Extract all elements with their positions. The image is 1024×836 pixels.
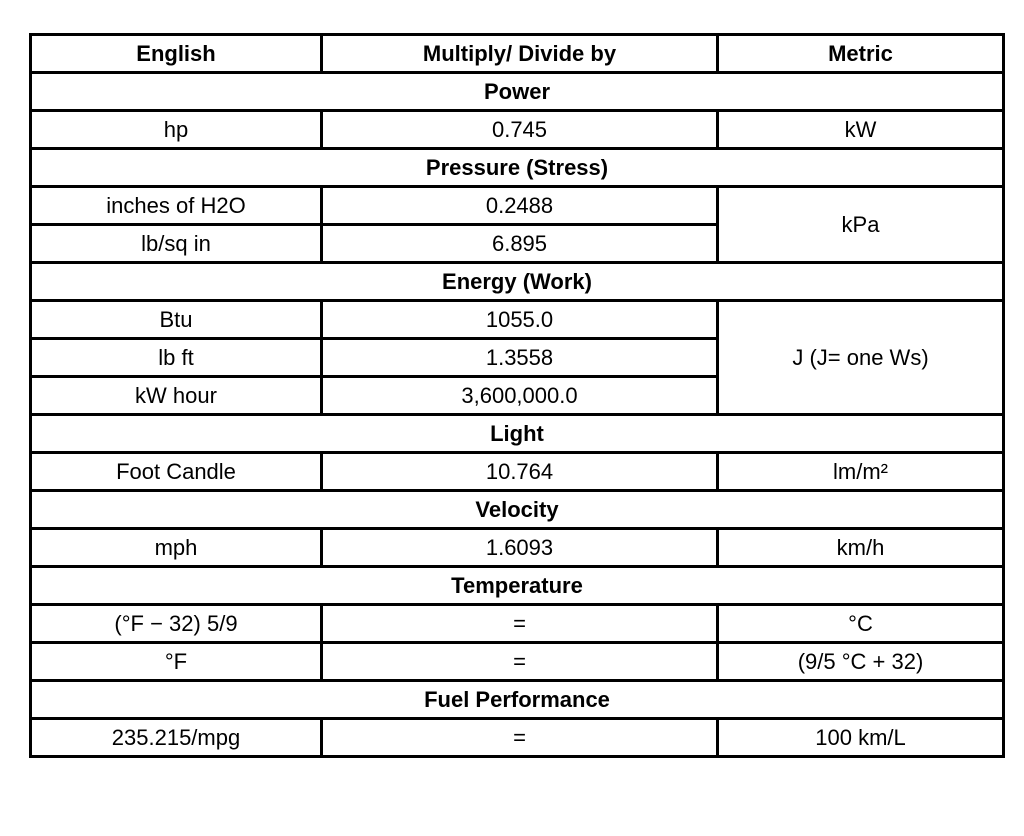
- factor-cell: 10.764: [322, 453, 718, 491]
- section-row-pressure: [31, 149, 1004, 187]
- header-factor: Multiply/ Divide by: [322, 35, 718, 73]
- factor-cell: 0.745: [322, 111, 718, 149]
- english-unit-cell: °F: [31, 643, 322, 681]
- metric-unit-cell: km/h: [718, 529, 1004, 567]
- header-row: [31, 35, 1004, 73]
- english-unit-cell: Foot Candle: [31, 453, 322, 491]
- section-title-pressure: Pressure (Stress): [31, 149, 1004, 187]
- english-unit-cell: 235.215/mpg: [31, 719, 322, 757]
- section-title-fuel: Fuel Performance: [31, 681, 1004, 719]
- english-unit-cell: kW hour: [31, 377, 322, 415]
- section-row-energy: [31, 263, 1004, 301]
- english-unit-cell: mph: [31, 529, 322, 567]
- section-title-power: Power: [31, 73, 1004, 111]
- section-title-energy: Energy (Work): [31, 263, 1004, 301]
- metric-unit-cell: kPa: [718, 187, 1004, 263]
- section-row-velocity: [31, 491, 1004, 529]
- header-english: English: [31, 35, 322, 73]
- section-row-power: [31, 73, 1004, 111]
- section-title-temperature: Temperature: [31, 567, 1004, 605]
- table-row: [31, 453, 1004, 491]
- english-unit-cell: lb/sq in: [31, 225, 322, 263]
- section-row-light: [31, 415, 1004, 453]
- factor-cell: 1.6093: [322, 529, 718, 567]
- factor-cell: 3,600,000.0: [322, 377, 718, 415]
- header-metric: Metric: [718, 35, 1004, 73]
- metric-unit-cell: °C: [718, 605, 1004, 643]
- factor-cell: 1.3558: [322, 339, 718, 377]
- section-row-fuel: [31, 681, 1004, 719]
- section-title-velocity: Velocity: [31, 491, 1004, 529]
- english-unit-cell: lb ft: [31, 339, 322, 377]
- metric-unit-cell: kW: [718, 111, 1004, 149]
- english-unit-cell: (°F − 32) 5/9: [31, 605, 322, 643]
- section-row-temperature: [31, 567, 1004, 605]
- english-unit-cell: hp: [31, 111, 322, 149]
- table-row: [31, 301, 1004, 339]
- english-unit-cell: inches of H2O: [31, 187, 322, 225]
- factor-cell: 0.2488: [322, 187, 718, 225]
- table-row: [31, 111, 1004, 149]
- factor-cell: =: [322, 719, 718, 757]
- table-row: [31, 187, 1004, 225]
- table-row: [31, 605, 1004, 643]
- metric-unit-cell: J (J= one Ws): [718, 301, 1004, 415]
- table-row: [31, 643, 1004, 681]
- metric-unit-cell: lm/m²: [718, 453, 1004, 491]
- conversion-table: [29, 33, 1005, 758]
- table-row: [31, 719, 1004, 757]
- metric-unit-cell: 100 km/L: [718, 719, 1004, 757]
- english-unit-cell: Btu: [31, 301, 322, 339]
- factor-cell: 1055.0: [322, 301, 718, 339]
- factor-cell: 6.895: [322, 225, 718, 263]
- metric-unit-cell: (9/5 °C + 32): [718, 643, 1004, 681]
- factor-cell: =: [322, 605, 718, 643]
- section-title-light: Light: [31, 415, 1004, 453]
- factor-cell: =: [322, 643, 718, 681]
- table-row: [31, 529, 1004, 567]
